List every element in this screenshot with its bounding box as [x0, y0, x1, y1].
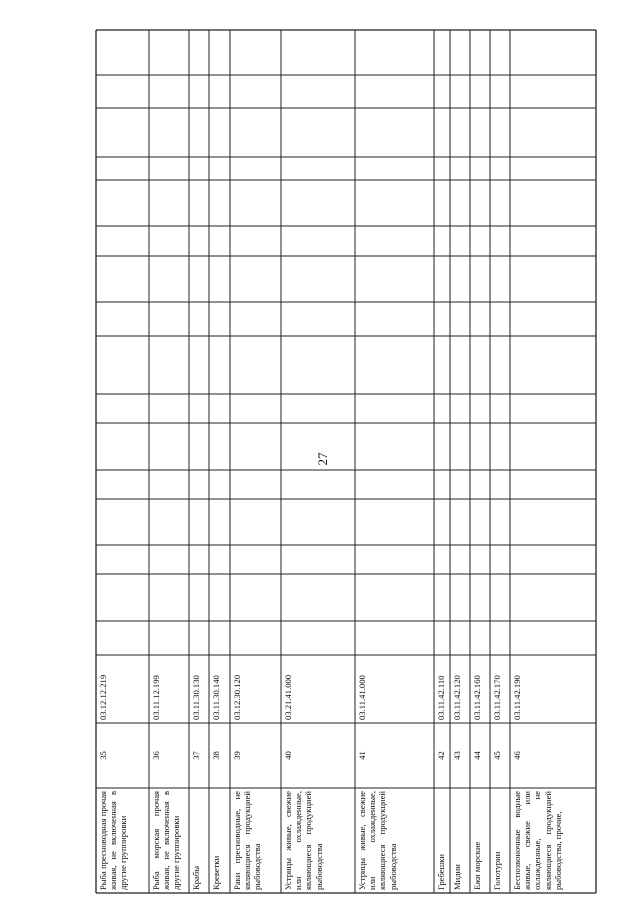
row-number-cell: 39	[232, 751, 242, 760]
row-number-cell: 35	[98, 751, 108, 760]
row-number-cell: 44	[472, 751, 482, 760]
page-number: 27	[315, 452, 330, 466]
row-number-cell: 38	[211, 751, 221, 760]
row-code-cell: 03.11.12.199	[151, 675, 161, 720]
row-number-cell: 46	[512, 751, 522, 760]
row-name-cell: Креветки	[211, 855, 221, 890]
row-name-cell: Гребешки	[436, 853, 446, 890]
row-number-cell: 43	[452, 751, 462, 760]
row-name-cell: Мидии	[452, 864, 462, 890]
row-number-cell: 37	[191, 751, 201, 760]
row-code-cell: 03.11.42.170	[492, 675, 502, 720]
row-code-cell: 03.12.12.219	[98, 674, 108, 720]
row-number-cell: 41	[357, 751, 367, 760]
row-name-cell: Ежи морские	[472, 841, 482, 890]
row-code-cell: 03.12.30.120	[232, 674, 242, 720]
row-code-cell: 03.11.42.110	[436, 675, 446, 720]
row-code-cell: 03.11.30.140	[211, 675, 221, 720]
row-code-cell: 03.11.42.160	[472, 675, 482, 720]
row-name-cell: Беспозвоночные водные живые, свежие или охлажденные, не являющиеся продукцией рыбоводства, прочие,	[512, 791, 563, 890]
row-number-cell: 36	[151, 751, 161, 760]
row-name-cell: Устрицы живые, свежие или охлажденные, являющиеся продукцией рыбоводства	[357, 791, 398, 890]
row-name-cell: Раки пресноводные, не являющиеся продукцией рыбоводства	[232, 791, 263, 890]
row-name-cell: Рыба морская прочая живая, не включенная в другие группировки	[151, 791, 182, 890]
row-code-cell: 03.11.42.190	[512, 675, 522, 720]
row-code-cell: 03.11.41.000	[357, 675, 367, 720]
row-number-cell: 40	[283, 751, 293, 760]
row-number-cell: 42	[436, 751, 446, 760]
row-name-cell: Устрицы живые, свежие или охлажденные, являющиеся продукцией рыбоводства	[283, 791, 324, 890]
row-name-cell: Крабы	[191, 866, 201, 890]
row-number-cell: 45	[492, 751, 502, 760]
row-code-cell: 03.21.41.000	[283, 674, 293, 720]
row-name-cell: Рыба пресноводная прочая живая, не включенная в другие группировки	[98, 791, 129, 890]
row-code-cell: 03.11.42.120	[452, 675, 462, 720]
row-code-cell: 03.11.30.130	[191, 675, 201, 720]
row-name-cell: Голотурии	[492, 851, 502, 890]
